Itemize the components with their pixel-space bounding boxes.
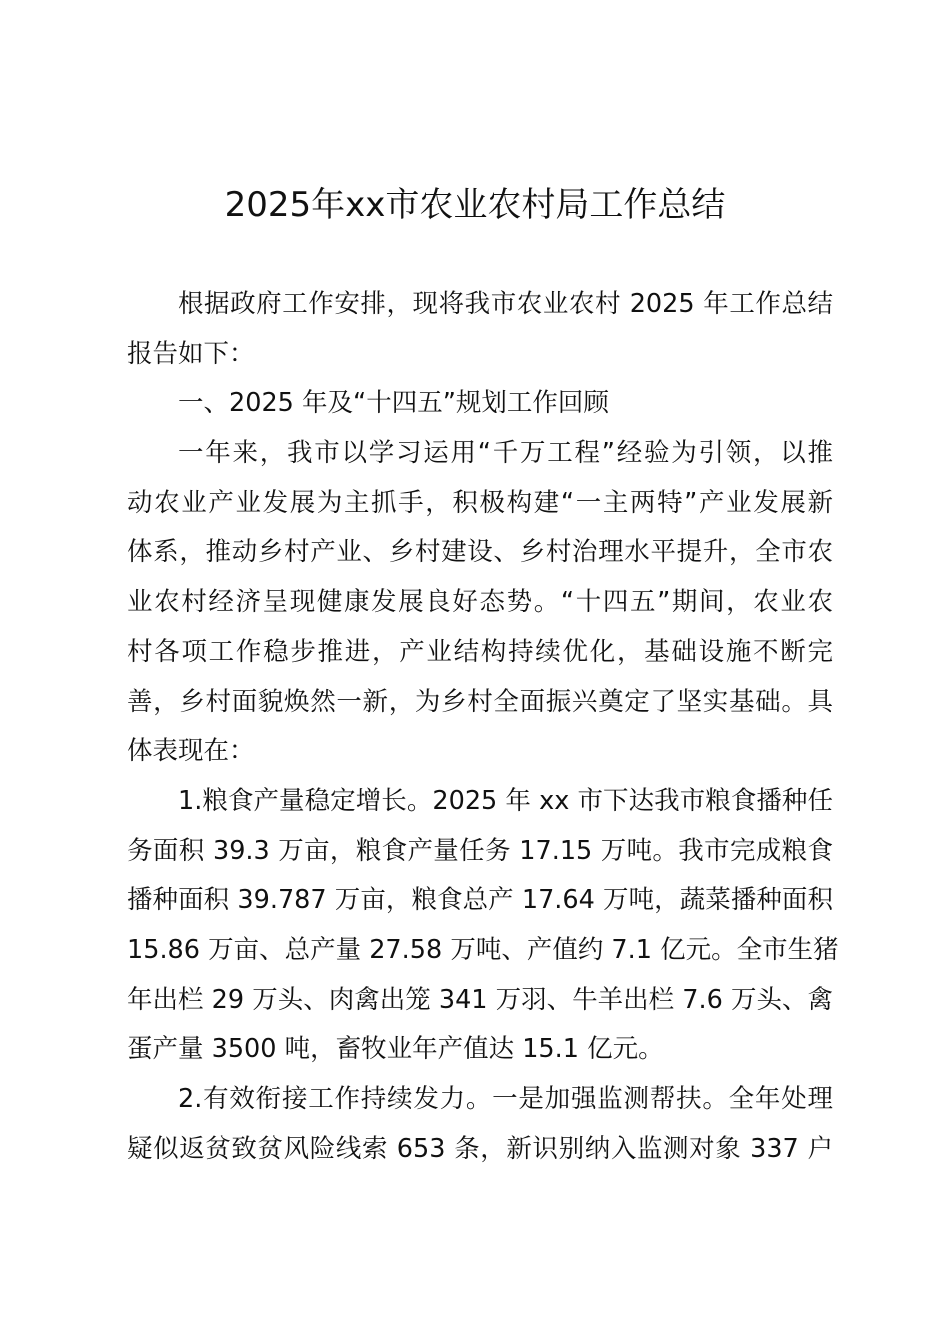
text-line: 播种面积 39.787 万亩，粮食总产 17.64 万吨，蔬菜播种面积: [127, 885, 833, 916]
text-line: 1.粮食产量稳定增长。2025 年 xx 市下达我市粮食播种任: [178, 785, 833, 816]
text-line: 2.有效衔接工作持续发力。一是加强监测帮扶。全年处理: [178, 1084, 833, 1114]
text-line: 一、2025 年及“十四五”规划工作回顾: [178, 388, 609, 419]
text-line: 体系，推动乡村产业、乡村建设、乡村治理水平提升，全市农: [127, 537, 833, 568]
text-line: 报告如下：: [127, 338, 255, 369]
text-line: 疑似返贫致贫风险线索 653 条，新识别纳入监测对象 337 户: [127, 1133, 833, 1164]
text-line: 善，乡村面貌焕然一新，为乡村全面振兴奠定了坚实基础。具: [127, 686, 833, 717]
text-line: 体表现在：: [127, 736, 255, 767]
text-line: 蛋产量 3500 吨，畜牧业年产值达 15.1 亿元。: [127, 1034, 664, 1065]
text-line: 动农业产业发展为主抓手，积极构建“一主两特”产业发展新: [127, 487, 833, 518]
text-line: 村各项工作稳步推进，产业结构持续优化，基础设施不断完: [127, 636, 833, 667]
document-body: [127, 280, 839, 1174]
document-title: 2025年xx市农业农村局工作总结: [224, 185, 726, 225]
text-line: 15.86 万亩、总产量 27.58 万吨、产值约 7.1 亿元。全市生猪: [127, 934, 839, 965]
text-line: 务面积 39.3 万亩，粮食产量任务 17.15 万吨。我市完成粮食: [127, 835, 833, 866]
text-line: 年出栏 29 万头、肉禽出笼 341 万羽、牛羊出栏 7.6 万头、禽: [127, 984, 833, 1015]
text-line: 一年来，我市以学习运用“千万工程”经验为引领，以推: [178, 438, 833, 469]
text-line: 业农村经济呈现健康发展良好态势。“十四五”期间，农业农: [127, 587, 833, 618]
text-line: 根据政府工作安排，现将我市农业农村 2025 年工作总结: [178, 289, 833, 319]
